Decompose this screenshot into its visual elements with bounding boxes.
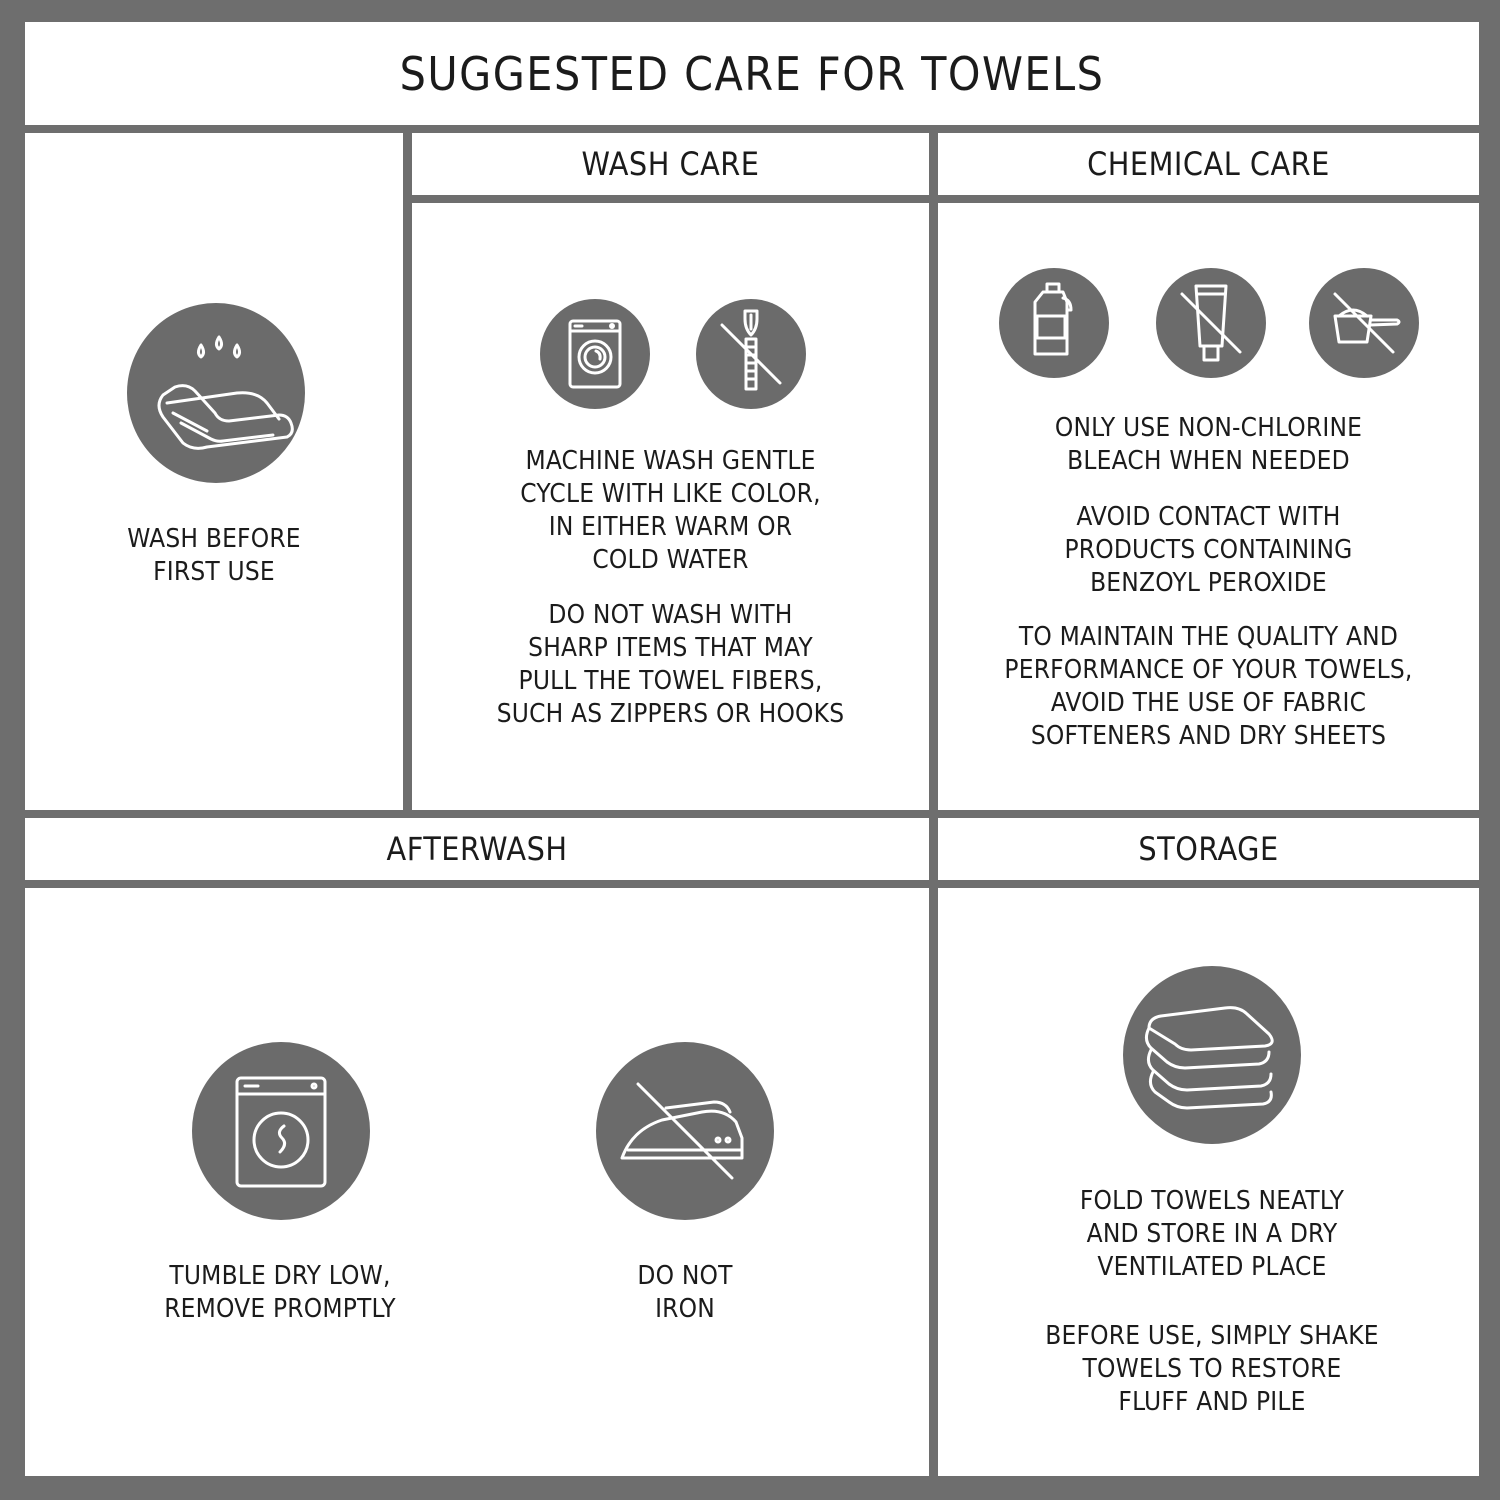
wash-care-text-2: DO NOT WASH WITH SHARP ITEMS THAT MAY PULL THE TOWEL FIBERS, SUCH AS ZIPPERS OR HOOKS bbox=[496, 600, 845, 729]
storage-text-1: FOLD TOWELS NEATLY AND STORE IN A DRY VENTILATED PLACE bbox=[1079, 1186, 1345, 1282]
afterwash-text-1: TUMBLE DRY LOW, REMOVE PROMPTLY bbox=[164, 1261, 396, 1324]
afterwash-text-2: DO NOT IRON bbox=[637, 1261, 733, 1324]
towel-water-drops-icon bbox=[127, 303, 305, 483]
storage-panel bbox=[938, 888, 1479, 1476]
tumble-dryer-icon bbox=[192, 1042, 370, 1220]
first-use-text: WASH BEFORE FIRST USE bbox=[127, 524, 301, 587]
no-iron-icon bbox=[596, 1042, 774, 1220]
chemical-care-heading: CHEMICAL CARE bbox=[1087, 145, 1330, 183]
chemical-care-text-2: AVOID CONTACT WITH PRODUCTS CONTAINING BENZOYL PEROXIDE bbox=[1064, 502, 1353, 598]
title-bar bbox=[25, 22, 1479, 125]
storage-header bbox=[938, 818, 1479, 880]
storage-text-2: BEFORE USE, SIMPLY SHAKE TOWELS TO RESTORE FLUFF AND PILE bbox=[1045, 1321, 1379, 1417]
no-cream-tube-icon bbox=[1156, 268, 1266, 378]
bleach-bottle-icon bbox=[999, 268, 1109, 378]
wash-care-heading: WASH CARE bbox=[581, 145, 760, 183]
chemical-care-text-1: ONLY USE NON-CHLORINE BLEACH WHEN NEEDED bbox=[1054, 413, 1363, 476]
washing-machine-icon bbox=[540, 299, 650, 409]
chemical-care-panel bbox=[938, 203, 1479, 810]
chemical-care-text-3: TO MAINTAIN THE QUALITY AND PERFORMANCE OF YOUR TOWELS, AVOID THE USE OF FABRIC SOFTENERS AND DRY SHEETS bbox=[1004, 622, 1413, 751]
wash-care-panel bbox=[412, 203, 929, 810]
folded-towels-icon bbox=[1123, 966, 1301, 1144]
afterwash-header bbox=[25, 818, 929, 880]
chemical-care-header bbox=[938, 133, 1479, 195]
storage-heading: STORAGE bbox=[1138, 830, 1279, 868]
no-softener-scoop-icon bbox=[1309, 268, 1419, 378]
page-title: SUGGESTED CARE FOR TOWELS bbox=[399, 46, 1105, 101]
afterwash-panel bbox=[25, 888, 929, 1476]
first-use-panel bbox=[25, 133, 403, 810]
wash-care-text-1: MACHINE WASH GENTLE CYCLE WITH LIKE COLOR, IN EITHER WARM OR COLD WATER bbox=[520, 446, 821, 575]
no-zipper-icon bbox=[696, 299, 806, 409]
wash-care-header bbox=[412, 133, 929, 195]
afterwash-heading: AFTERWASH bbox=[386, 830, 568, 868]
